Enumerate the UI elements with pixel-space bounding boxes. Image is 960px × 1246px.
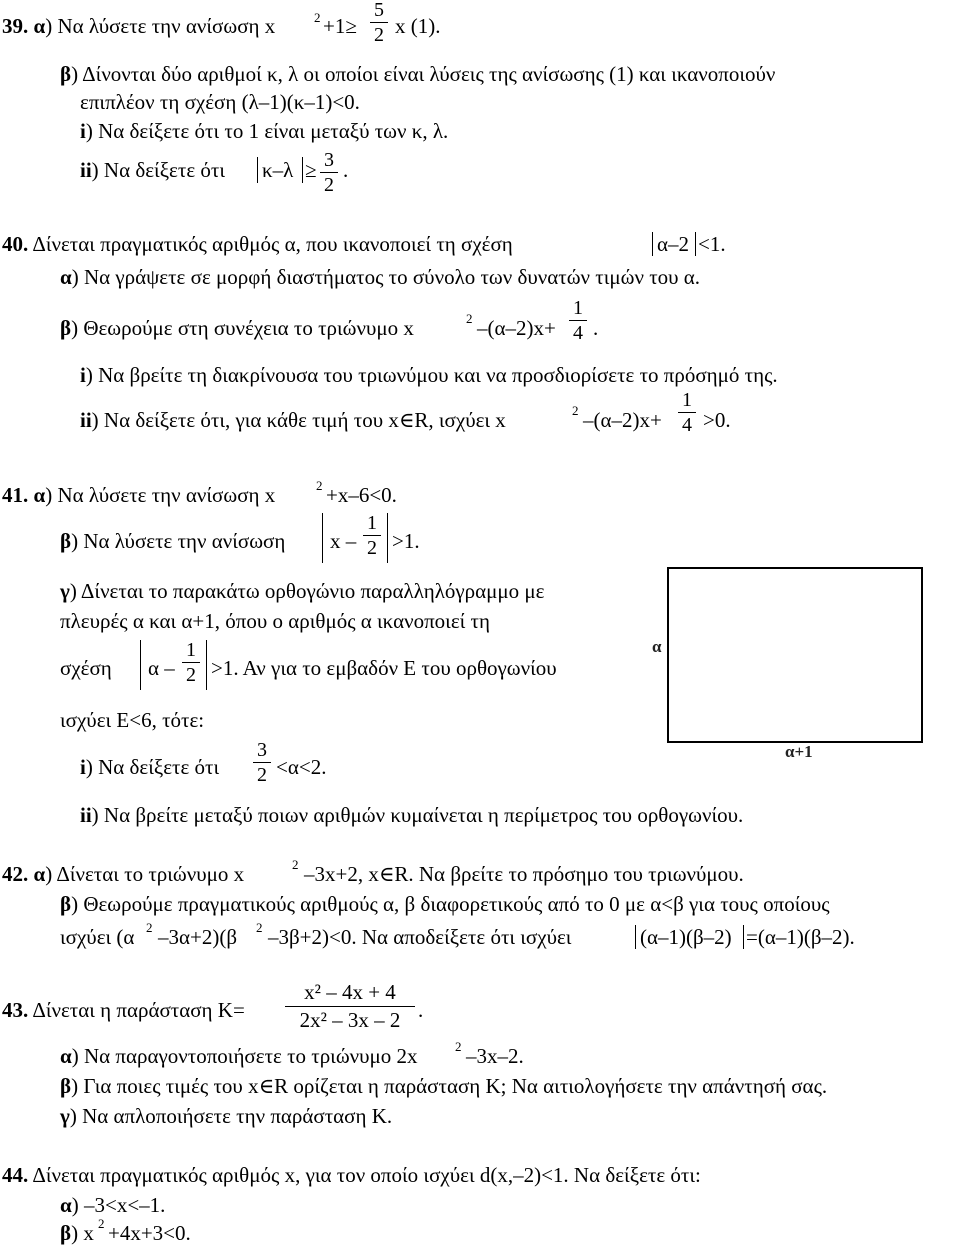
- exercise-41-c-line-2: πλευρές α και α+1, όπου ο αριθμός α ικανοποιεί τη: [60, 609, 490, 633]
- period: .: [593, 316, 599, 340]
- exponent: 2: [314, 10, 321, 25]
- abs-bar-right: [743, 925, 744, 949]
- fraction-K: [285, 982, 415, 1031]
- trinomial-part: –3x+2, x∈R. Να βρείτε το πρόσημο του τριωνύμου.: [304, 862, 744, 886]
- exercise-40-a-line: α) Να γράψετε σε μορφή διαστήματος το σύνολο των δυνατών τιμών του α.: [60, 265, 701, 289]
- inequality-tail: >0.: [703, 408, 731, 432]
- exponent: 2: [316, 478, 323, 493]
- exercise-41-ii-line: ii) Να βρείτε μεταξύ ποιων αριθμών κυμαίνεται η περίμετρος του ορθογωνίου.: [80, 803, 744, 827]
- inequality-part: +4x+3<0.: [108, 1221, 191, 1245]
- exercise-44-a-line: α) –3<x<–1.: [60, 1193, 166, 1217]
- abs-content: (α–1)(β–2): [640, 925, 732, 949]
- exponent: 2: [256, 920, 263, 935]
- abs-content: κ–λ: [262, 158, 294, 182]
- exercise-39-ii-line: ii) Να δείξετε ότι: [80, 158, 225, 182]
- exponent: 2: [98, 1216, 105, 1231]
- exercise-44-b-line: β) x: [60, 1221, 94, 1245]
- abs-bar-right: [302, 157, 303, 183]
- abs-bar-left: [140, 640, 141, 690]
- inequality-part: +x–6<0.: [326, 483, 397, 507]
- trinomial-part: –(α–2)x+: [583, 408, 662, 432]
- fraction: 1 4: [678, 390, 696, 435]
- exercise-39-i-line: i) Να δείξετε ότι το 1 είναι μεταξύ των κ, λ.: [80, 119, 449, 143]
- inequality-tail: <1.: [698, 232, 726, 256]
- exercise-42-a-line: 42. α) Δίνεται το τριώνυμο x: [2, 862, 245, 886]
- exponent: 2: [455, 1039, 462, 1054]
- abs-bar-left: [652, 232, 653, 256]
- exercise-41-i-line: i) Να δείξετε ότι: [80, 755, 220, 779]
- exercise-41-a-line: 41. α) Να λύσετε την ανίσωση x: [2, 483, 276, 507]
- rectangle-figure: [667, 567, 923, 743]
- exercise-43-c-line: γ) Να απλοποιήσετε την παράσταση Κ.: [60, 1104, 393, 1128]
- period: .: [418, 998, 424, 1022]
- expression-part: –3β+2)<0. Να αποδείξετε ότι ισχύει: [268, 925, 572, 949]
- exercise-42-b-line-2: ισχύει (α: [60, 925, 135, 949]
- exercise-39-b-line: β) Δίνονται δύο αριθμοί κ, λ οι οποίοι είναι λύσεις της ανίσωσης (1) και ικανοποιούν: [60, 62, 776, 86]
- fraction-denominator: 2x² – 3x – 2: [299, 1008, 401, 1032]
- rectangle-bottom-label: α+1: [785, 742, 813, 761]
- fraction: 5 2: [370, 0, 388, 45]
- exercise-41-c-line-4: ισχύει Ε<6, τότε:: [60, 708, 205, 732]
- fraction: 1 2: [363, 513, 381, 558]
- inequality-part: +1≥: [323, 14, 357, 38]
- geq-sign: ≥: [305, 158, 317, 182]
- period: .: [343, 158, 349, 182]
- fraction: 1 4: [569, 298, 587, 343]
- exercise-41-b-line: β) Να λύσετε την ανίσωση: [60, 529, 286, 553]
- exponent: 2: [146, 920, 153, 935]
- abs-bar-left: [257, 157, 258, 183]
- abs-bar-left: [322, 513, 323, 563]
- abs-content: α–2: [657, 232, 690, 256]
- exercise-39-a-line: 39. α) Να λύσετε την ανίσωση x: [2, 14, 276, 38]
- fraction: 3 2: [253, 740, 271, 785]
- exercise-43-b-line: β) Για ποιες τιμές του x∈R ορίζεται η παράσταση Κ; Να αιτιολογήσετε την απάντησή σας.: [60, 1074, 828, 1098]
- equation-tag: x (1).: [395, 14, 441, 38]
- abs-content: x –: [330, 529, 357, 553]
- exercise-42-b-line: β) Θεωρούμε πραγματικούς αριθμούς α, β διαφορετικούς από το 0 με α<β για τους οποίους: [60, 892, 830, 916]
- abs-bar-right: [695, 232, 696, 256]
- abs-content: α –: [148, 656, 175, 680]
- fraction-numerator: x² – 4x + 4: [304, 980, 396, 1004]
- exercise-40-i-line: i) Να βρείτε τη διακρίνουσα του τριωνύμου και να προσδιορίσετε το πρόσημό της.: [80, 363, 778, 387]
- exercise-43-intro: 43. Δίνεται η παράσταση Κ=: [2, 998, 245, 1022]
- fraction: 1 2: [182, 640, 200, 685]
- trinomial-part: –3x–2.: [466, 1044, 524, 1068]
- exercise-40-intro: 40. Δίνεται πραγματικός αριθμός α, που ικανοποιεί τη σχέση: [2, 232, 513, 256]
- exponent: 2: [466, 311, 473, 326]
- abs-bar-right: [387, 513, 388, 563]
- exercise-41-c-relation: σχέση: [60, 656, 112, 680]
- exercise-40-ii-line: ii) Να δείξετε ότι, για κάθε τιμή του x∈R, ισχύει x: [80, 408, 506, 432]
- abs-bar-right: [206, 640, 207, 690]
- equation-tail: =(α–1)(β–2).: [746, 925, 855, 949]
- exponent: 2: [292, 857, 299, 872]
- exponent: 2: [572, 403, 579, 418]
- relation-tail: >1. Αν για το εμβαδόν Ε του ορθογωνίου: [211, 656, 557, 680]
- trinomial-part: –(α–2)x+: [477, 316, 556, 340]
- exercise-40-b-line: β) Θεωρούμε στη συνέχεια το τριώνυμο x: [60, 316, 414, 340]
- exercise-41-c-line: γ) Δίνεται το παρακάτω ορθογώνιο παραλληλόγραμμο με: [60, 579, 545, 603]
- exercise-43-a-line: α) Να παραγοντοποιήσετε το τριώνυμο 2x: [60, 1044, 418, 1068]
- inequality-tail: >1.: [392, 529, 420, 553]
- exercise-44-intro: 44. Δίνεται πραγματικός αριθμός x, για τον οποίο ισχύει d(x,–2)<1. Να δείξετε ότι:: [2, 1163, 701, 1187]
- fraction: 3 2: [320, 150, 338, 195]
- exercise-39-b-line-2: επιπλέον τη σχέση (λ–1)(κ–1)<0.: [80, 90, 360, 114]
- expression-part: –3α+2)(β: [158, 925, 238, 949]
- rectangle-side-label: α: [652, 637, 662, 656]
- abs-bar-left: [635, 925, 636, 949]
- inequality-tail: <α<2.: [276, 755, 327, 779]
